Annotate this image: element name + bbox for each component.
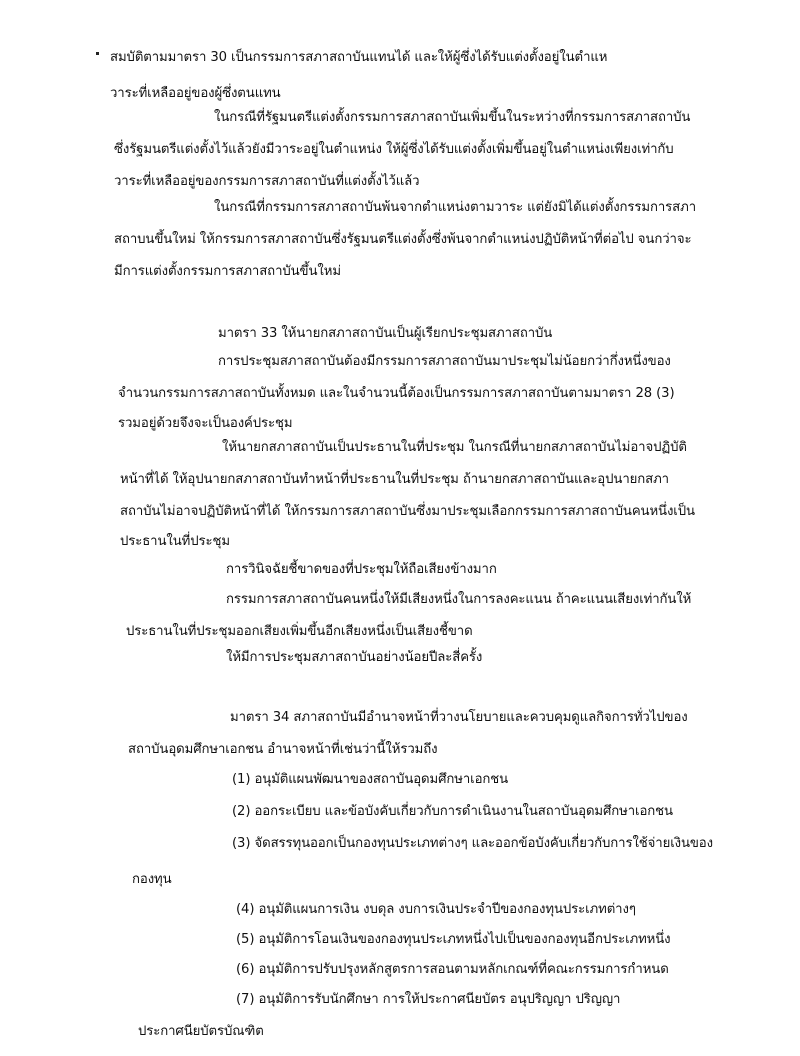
text-line: กรรมการสภาสถาบันคนหนึ่งให้มีเสียงหนึ่งในการลงคะแนน ถ้าคะแนนเสียงเท่ากันให้ [226, 592, 692, 607]
text-line: กองทุน [132, 872, 172, 887]
list-item: (5) อนุมัติการโอนเงินของกองทุนประเภทหนึ่งไปเป็นของกองทุนอีกประเภทหนึ่ง [236, 932, 671, 947]
list-item: (2) ออกระเบียบ และข้อบังคับเกี่ยวกับการดำเนินงานในสถาบันอุดมศึกษาเอกชน [232, 804, 673, 819]
text-line: ประธานในที่ประชุม [120, 534, 230, 549]
text-line: มีการแต่งตั้งกรรมการสภาสถาบันขึ้นใหม่ [114, 264, 341, 279]
text-line: ประธานในที่ประชุมออกเสียงเพิ่มขึ้นอีกเสียงหนึ่งเป็นเสียงชี้ขาด [126, 624, 473, 639]
text-line: รวมอยู่ด้วยจึงจะเป็นองค์ประชุม [118, 416, 293, 431]
text-line: สมบัติตามมาตรา 30 เป็นกรรมการสภาสถาบันแทนได้ และให้ผู้ซึ่งได้รับแต่งตั้งอยู่ในตำแห [110, 50, 608, 65]
text-line: ซึ่งรัฐมนตรีแต่งตั้งไว้แล้วยังมีวาระอยู่ในตำแหน่ง ให้ผู้ซึ่งได้รับแต่งตั้งเพิ่มขึ้นอยู่ในตำแหน่งเพียงเท่ากับ [114, 142, 674, 157]
text-line: สถาบันไม่อาจปฏิบัติหน้าที่ได้ ให้กรรมการสภาสถาบันซึ่งมาประชุมเลือกกรรมการสภาสถาบันคนหนึ่งเป็น [120, 504, 695, 519]
text-line: สถาบันอุดมศึกษาเอกชน อำนาจหน้าที่เช่นว่านี้ให้รวมถึง [128, 742, 438, 757]
text-line: ให้นายกสภาสถาบันเป็นประธานในที่ประชุม ในกรณีที่นายกสภาสถาบันไม่อาจปฏิบัติ [222, 440, 687, 455]
text-line: หน้าที่ได้ ให้อุปนายกสภาสถาบันทำหน้าที่ประธานในที่ประชุม ถ้านายกสภาสถาบันและอุปนายกสภา [120, 472, 669, 487]
text-line: ประกาศนียบัตรบัณฑิต [138, 1024, 264, 1039]
text-line: ให้มีการประชุมสภาสถาบันอย่างน้อยปีละสี่ครั้ง [226, 650, 483, 665]
list-item: (6) อนุมัติการปรับปรุงหลักสูตรการสอนตามหลักเกณฑ์ที่คณะกรรมการกำหนด [236, 962, 669, 977]
section-heading: มาตรา 34 สภาสถาบันมีอำนาจหน้าที่วางนโยบายและควบคุมดูแลกิจการทั่วไปของ [230, 710, 688, 725]
text-line: วาระที่เหลืออยู่ของกรรมการสภาสถาบันที่แต่งตั้งไว้แล้ว [114, 174, 420, 189]
text-line: ในกรณีที่รัฐมนตรีแต่งตั้งกรรมการสภาสถาบันเพิ่มขึ้นในระหว่างที่กรรมการสภาสถาบัน [214, 110, 691, 125]
list-item: (4) อนุมัติแผนการเงิน งบดุล งบการเงินประจำปีของกองทุนประเภทต่างๆ [236, 902, 636, 917]
list-item: (7) อนุมัติการรับนักศึกษา การให้ประกาศนียบัตร อนุปริญญา ปริญญา [236, 992, 621, 1007]
text-line: วาระที่เหลืออยู่ของผู้ซึ่งตนแทน [110, 86, 281, 101]
scan-speck [96, 52, 99, 55]
text-line: สถาบนขึ้นใหม่ ให้กรรมการสภาสถาบันซึ่งรัฐมนตรีแต่งตั้งซึ่งพ้นจากตำแหน่งปฏิบัติหน้าที่ต่อไป จนกว่าจะ [114, 232, 692, 247]
list-item: (1) อนุมัติแผนพัฒนาของสถาบันอุดมศึกษาเอกชน [232, 772, 509, 787]
list-item: (3) จัดสรรทุนออกเป็นกองทุนประเภทต่างๆ และออกข้อบังคับเกี่ยวกับการใช้จ่ายเงินของ [232, 836, 713, 851]
text-line: การวินิจฉัยชี้ขาดของที่ประชุมให้ถือเสียงข้างมาก [226, 562, 497, 577]
section-heading: มาตรา 33 ให้นายกสภาสถาบันเป็นผู้เรียกประชุมสภาสถาบัน [218, 326, 553, 341]
text-line: การประชุมสภาสถาบันต้องมีกรรมการสภาสถาบันมาประชุมไม่น้อยกว่ากึ่งหนึ่งของ [218, 354, 671, 369]
text-line: ในกรณีที่กรรมการสภาสถาบันพ้นจากตำแหน่งตามวาระ แต่ยังมิได้แต่งตั้งกรรมการสภา [214, 200, 696, 215]
text-line: จำนวนกรรมการสภาสถาบันทั้งหมด และในจำนวนนี้ต้องเป็นกรรมการสภาสถาบันตามมาตรา 28 (3) [118, 386, 675, 401]
